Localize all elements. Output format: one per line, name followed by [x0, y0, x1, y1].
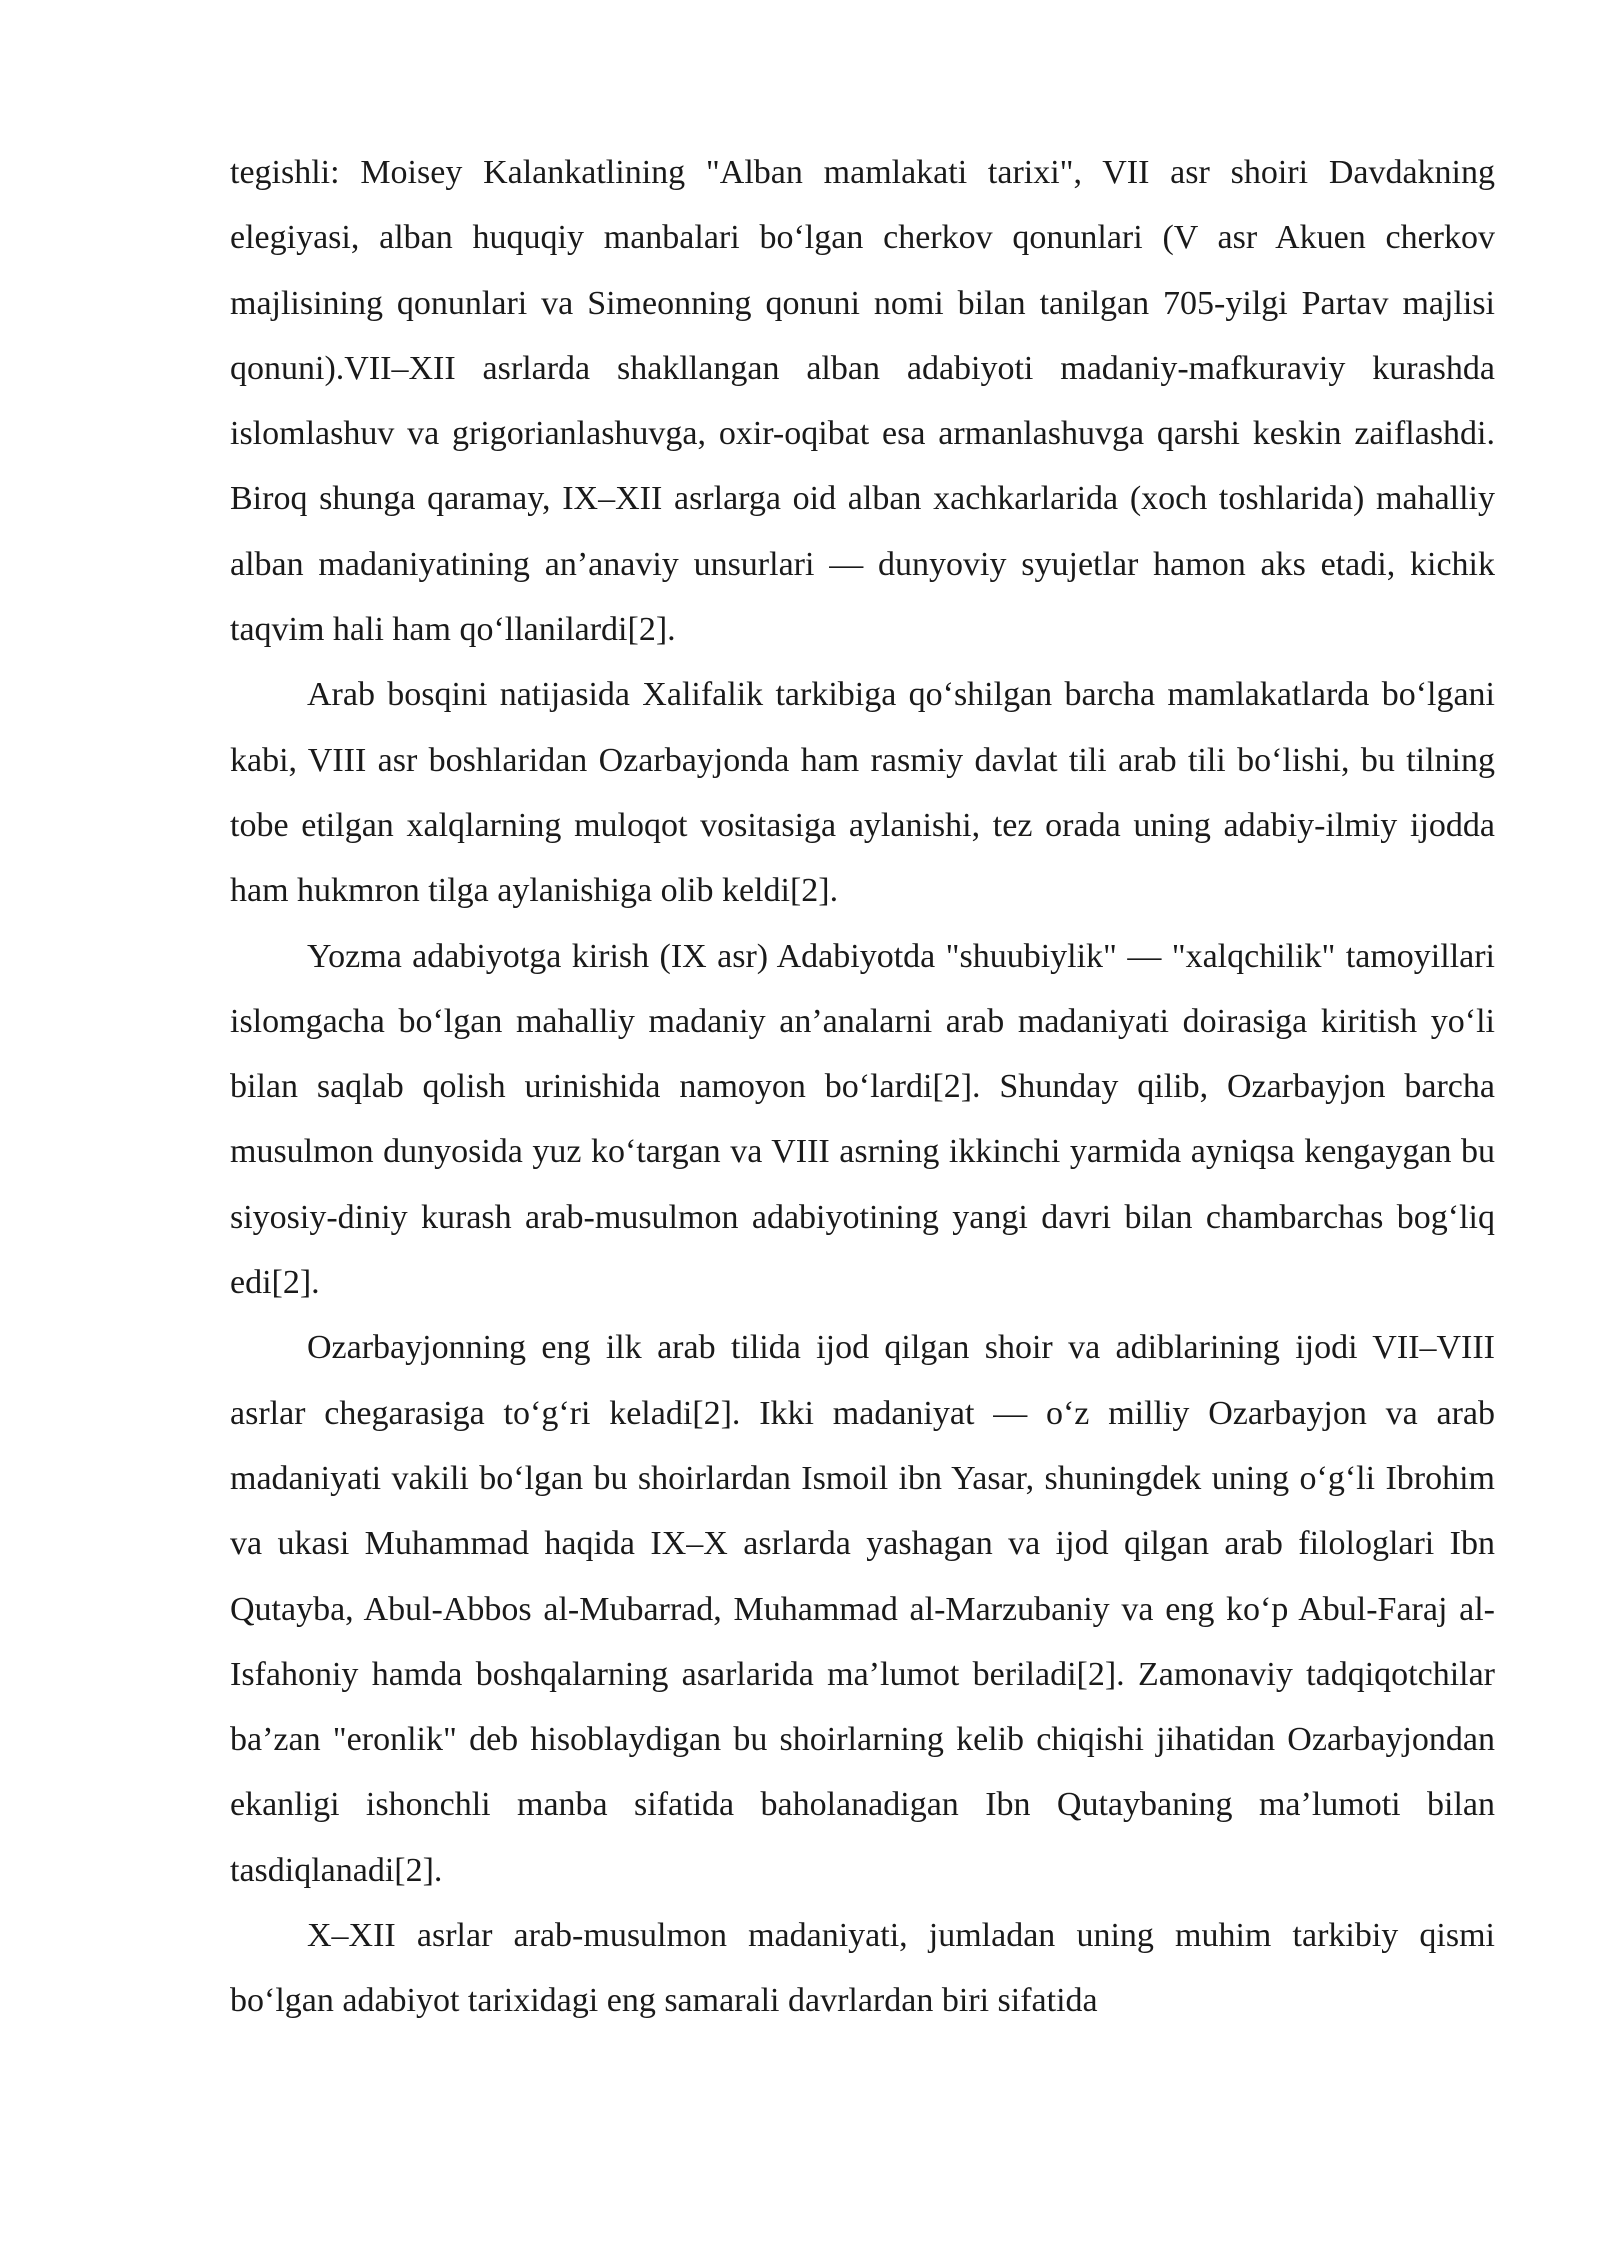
paragraph: Arab bosqini natijasida Xalifalik tarkibiga qo‘shilgan barcha mamlakatlarda bo‘lgani kabi, VIII asr boshlaridan Ozarbayjonda ham rasmiy davlat tili arab tili bo‘lishi, bu tilning tobe etilgan xalqlarning muloqot vositasiga aylanishi, tez orada uning adabiy-ilmiy ijodda ham hukmron tilga aylanishiga olib keldi[2].	[230, 676, 1495, 910]
paragraph-continued: tegishli: Moisey Kalankatlining "Alban mamlakati tarixi", VII asr shoiri Davdakning elegiyasi, alban huquqiy manbalari bo‘lgan cherkov qonunlari (V asr Akuen cherkov majlisining qonunlari va Simeonning qonuni nomi bilan tanilgan 705-yilgi Partav majlisi qonuni).VII–XII asrlarda shakllangan alban adabiyoti madaniy-mafkuraviy kurashda islomlashuv va grigorianlashuvga, oxir-oqibat esa armanlashuvga qarshi keskin zaiflashdi. Biroq shunga qaramay, IX–XII asrlarga oid alban xachkarlarida (xoch toshlarida) mahalliy alban madaniyatining an’anaviy unsurlari — dunyoviy syujetlar hamon aks etadi, kichik taqvim hali ham qo‘llanilardi[2].	[230, 154, 1495, 649]
paragraph: Yozma adabiyotga kirish (IX asr) Adabiyotda "shuubiylik" — "xalqchilik" tamoyillari islomgacha bo‘lgan mahalliy madaniy an’analarni arab madaniyati doirasiga kiritish yo‘li bilan saqlab qolish urinishida namoyon bo‘lardi[2]. Shunday qilib, Ozarbayjon barcha musulmon dunyosida yuz ko‘targan va VIII asrning ikkinchi yarmida ayniqsa kengaygan bu siyosiy-diniy kurash arab-musulmon adabiyotining yangi davri bilan chambarchas bog‘liq edi[2].	[230, 937, 1495, 1302]
paragraph: X–XII asrlar arab-musulmon madaniyati, jumladan uning muhim tarkibiy qismi bo‘lgan adabiyot tarixidagi eng samarali davrlardan biri sifatida	[230, 1917, 1495, 2020]
document-body	[230, 140, 1495, 2034]
paragraph: Ozarbayjonning eng ilk arab tilida ijod qilgan shoir va adiblarining ijodi VII–VIII asrlar chegarasiga to‘g‘ri keladi[2]. Ikki madaniyat — o‘z milliy Ozarbayjon va arab madaniyati vakili bo‘lgan bu shoirlardan Ismoil ibn Yasar, shuningdek uning o‘g‘li Ibrohim va ukasi Muhammad haqida IX–X asrlarda yashagan va ijod qilgan arab filologlari Ibn Qutayba, Abul-Abbos al-Mubarrad, Muhammad al-Marzubaniy va eng ko‘p Abul-Faraj al-Isfahoniy hamda boshqalarning asarlarida ma’lumot beriladi[2]. Zamonaviy tadqiqotchilar ba’zan "eronlik" deb hisoblaydigan bu shoirlarning kelib chiqishi jihatidan Ozarbayjondan ekanligi ishonchli manba sifatida baholanadigan Ibn Qutaybaning ma’lumoti bilan tasdiqlanadi[2].	[230, 1329, 1495, 1889]
